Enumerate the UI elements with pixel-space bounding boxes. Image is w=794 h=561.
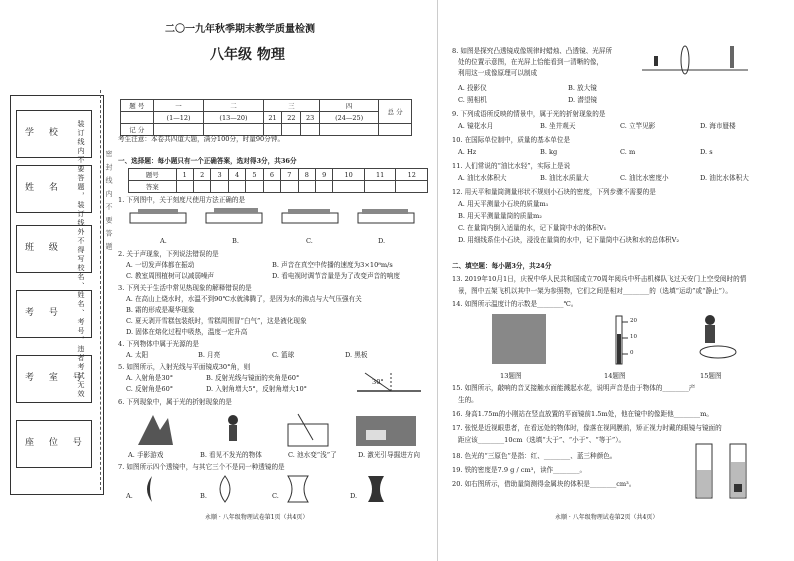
answer-num: 8 — [298, 169, 315, 181]
tuning-fork-figure — [690, 312, 742, 362]
thermo-mark-0: 0 — [630, 350, 634, 356]
q6-option-c[interactable]: C. 池水变“浅”了 — [288, 451, 337, 459]
q11-option-c[interactable]: C. 油比水密度小 — [620, 174, 669, 182]
q8-option-d[interactable]: D. 潜望镜 — [568, 96, 598, 104]
score-header: 四 — [320, 100, 379, 112]
lens-experiment-figure — [640, 40, 750, 80]
pool-figure — [288, 414, 328, 446]
q1-option-d[interactable]: D. — [378, 237, 386, 245]
q6-option-b[interactable]: B. 看见不发光的物体 — [200, 451, 262, 459]
q9-option-d[interactable]: D. 海市蜃楼 — [700, 122, 736, 130]
question-11: 11. 人们常说的“油比水轻”，实际上是说 — [452, 162, 571, 170]
ruler-a-figure — [130, 209, 186, 223]
q6-option-d[interactable]: D. 激光引导掘进方向 — [358, 451, 420, 459]
lens-d-figure — [368, 476, 384, 502]
answer-table-label: 题号 — [129, 169, 177, 181]
lens-c-figure — [288, 476, 308, 502]
question-2: 2. 关于声现象，下列说法错误的是 — [118, 250, 219, 258]
exam-title: 二〇一九年秋季期末教学质量检测 — [165, 24, 315, 35]
q7-option-a[interactable]: A. — [126, 492, 133, 500]
answer-num: 7 — [281, 169, 298, 181]
q8-option-b[interactable]: B. 放大镜 — [568, 84, 597, 92]
ruler-d-figure — [358, 209, 414, 223]
q7-option-c[interactable]: C. — [272, 492, 279, 500]
question-8-line-3: 利用这一成像原理可以制成 — [458, 69, 538, 77]
q4-option-b[interactable]: B. 月亮 — [198, 351, 221, 359]
score-subheader: (13—20) — [204, 112, 263, 124]
lens-a-figure — [147, 476, 152, 502]
q10-option-d[interactable]: D. s — [700, 148, 713, 156]
score-header: 三 — [263, 100, 320, 112]
score-table — [120, 99, 412, 136]
q9-option-c[interactable]: C. 立竿见影 — [620, 122, 656, 130]
score-subheader: 22 — [282, 112, 301, 124]
q7-option-d[interactable]: D. — [350, 492, 358, 500]
answer-cell[interactable] — [364, 181, 395, 193]
answer-num: 12 — [396, 169, 428, 181]
exam-notice: 考生注意：本卷共四道大题，满分100分，时量90分钟。 — [118, 135, 285, 143]
name-field[interactable]: 姓 名 — [16, 165, 92, 213]
answer-num: 6 — [263, 169, 280, 181]
page-2-footer: 永顺 · 八年级物理试卷第2页（共4页） — [555, 514, 659, 521]
answer-num: 5 — [246, 169, 263, 181]
q1-option-c[interactable]: C. — [306, 237, 313, 245]
q2-option-c[interactable]: C. 教室周围植树可以减弱噪声 — [126, 272, 215, 280]
ruler-figures — [128, 207, 428, 235]
answer-cell[interactable] — [176, 181, 193, 193]
figure-14-caption: 14题图 — [604, 372, 626, 380]
q10-option-b[interactable]: B. kg — [540, 148, 558, 156]
score-subheader: (1—12) — [153, 112, 204, 124]
question-17-line-2: 距应该________10cm（选填“大于”、“小于”、“等于”）。 — [458, 436, 626, 444]
q4-option-c[interactable]: C. 篮球 — [272, 351, 295, 359]
answer-table — [128, 168, 428, 193]
question-8-line-2: 处的位置示意图，在光屏上恰能看到一清晰的像， — [458, 58, 604, 66]
ruler-b-figure — [206, 208, 262, 223]
answer-cell[interactable] — [333, 181, 364, 193]
answer-cell[interactable] — [316, 181, 333, 193]
ruler-c-figure — [282, 209, 338, 223]
hand-shadow-figure — [138, 415, 173, 445]
question-4: 4. 下列物体中属于光源的是 — [118, 340, 199, 348]
q2-option-b[interactable]: B. 声音在真空中传播的速度为3×10⁸m/s — [272, 261, 393, 269]
score-cell[interactable] — [204, 124, 263, 136]
question-19: 19. 铁的密度是7.9 g / cm³，读作________。 — [452, 466, 587, 474]
candle-figure — [654, 56, 658, 66]
angle-label: 30° — [372, 378, 384, 386]
q4-option-a[interactable]: A. 太阳 — [126, 351, 149, 359]
q12-option-c[interactable]: C. 在量筒内倒入适量的水，记下量筒中水的体积V₁ — [458, 224, 607, 232]
school-field[interactable]: 学 校 — [16, 110, 92, 158]
score-cell[interactable] — [282, 124, 301, 136]
seal-line — [100, 90, 101, 490]
q5-option-c[interactable]: C. 反射角是60° — [126, 385, 174, 393]
q10-option-c[interactable]: C. m — [620, 148, 636, 156]
q8-option-a[interactable]: A. 投影仪 — [458, 84, 487, 92]
page-fold — [437, 0, 438, 561]
score-row-label: 记 分 — [121, 124, 154, 136]
score-header: 二 — [204, 100, 263, 112]
thermo-mark-20: 20 — [630, 318, 637, 324]
question-13-line-2: 景，图中五架飞机以其中一架为参照物，它们之间是相对________的（选填“运动”或“静止”）。 — [458, 287, 732, 295]
exam-room-field[interactable]: 考 室 号 — [16, 355, 92, 403]
figure-13-caption: 13题图 — [500, 372, 522, 380]
q7-option-b[interactable]: B. — [200, 492, 207, 500]
question-6: 6. 下列现象中，属于光的折射现象的是 — [118, 398, 232, 406]
metal-block-figure — [734, 484, 742, 492]
q6-figures — [128, 410, 428, 450]
class-field[interactable]: 班 级 — [16, 225, 92, 273]
q10-option-a[interactable]: A. Hz — [458, 148, 477, 156]
answer-num: 3 — [211, 169, 228, 181]
person-figure — [228, 415, 238, 441]
thermo-mark-10: 10 — [630, 334, 637, 340]
answer-cell[interactable] — [298, 181, 315, 193]
mirror-figure — [355, 365, 425, 399]
score-subheader: 21 — [263, 112, 282, 124]
answer-num: 11 — [364, 169, 395, 181]
question-14: 14. 如图所示温度计的示数是________℃。 — [452, 300, 578, 308]
answer-cell[interactable] — [281, 181, 298, 193]
question-18: 18. 色光的“三原色”是指：红、________、蓝三种颜色。 — [452, 452, 617, 460]
answer-num: 2 — [193, 169, 210, 181]
answer-table-label: 答案 — [129, 181, 177, 193]
q8-option-c[interactable]: C. 照相机 — [458, 96, 487, 104]
score-header: 一 — [153, 100, 204, 112]
score-cell[interactable] — [320, 124, 379, 136]
laser-tunnel-figure — [356, 416, 416, 446]
warning-text: 装订线内不要答题，装订线外不得写校名、姓名、考号，违者考试无效 — [77, 120, 85, 399]
section-2-heading: 二、填空题：每小题3分，共24分 — [452, 262, 552, 270]
q6-option-a[interactable]: A. 手影游戏 — [128, 451, 164, 459]
answer-cell[interactable] — [228, 181, 245, 193]
q11-option-b[interactable]: B. 油比水质量大 — [540, 174, 589, 182]
answer-num: 1 — [176, 169, 193, 181]
lens-b-figure — [220, 476, 230, 502]
question-7: 7. 如图所示四个透镜中，与其它三个不是同一种透镜的是 — [118, 463, 285, 471]
score-header: 总 分 — [379, 100, 412, 124]
question-15: 15. 如图所示，敲响的音叉接触水面能溅起水花，说明声音是由于物体的________产 — [452, 384, 696, 392]
q5-option-a[interactable]: A. 入射角是30° — [126, 374, 174, 382]
question-17: 17. 张悦是近视眼患者，在看远处的物体时，像落在视网膜前，矫正视力时戴的眼镜与镜面的 — [452, 424, 722, 432]
answer-cell[interactable] — [193, 181, 210, 193]
q9-option-b[interactable]: B. 坐井观天 — [540, 122, 576, 130]
score-cell[interactable] — [379, 124, 412, 136]
q4-option-d[interactable]: D. 黑板 — [345, 351, 368, 359]
q1-option-a[interactable]: A. — [160, 237, 167, 245]
q12-option-b[interactable]: B. 用天平测量量筒的质量m₂ — [458, 212, 542, 220]
q12-option-d[interactable]: D. 用细线系住小石块，浸没在量筒的水中，记下量筒中石块和水的总体积V₂ — [458, 236, 680, 244]
exam-number-field[interactable]: 考 号 — [16, 290, 92, 338]
figure-15-caption: 15题图 — [700, 372, 722, 380]
answer-num: 4 — [228, 169, 245, 181]
answer-cell[interactable] — [263, 181, 280, 193]
exam-subtitle: 八年级 物理 — [210, 47, 285, 63]
section-1-heading: 一、选择题：每小题只有一个正确答案，选对得3分，共36分 — [118, 157, 297, 165]
question-1: 1. 下列图中，关于刻度尺使用方法正确的是 — [118, 196, 246, 204]
question-10: 10. 在国际单位制中，质量的基本单位是 — [452, 136, 571, 144]
answer-num: 9 — [316, 169, 333, 181]
q5-option-b[interactable]: B. 反射光线与镜面的夹角是60° — [206, 374, 300, 382]
screen-figure — [730, 46, 734, 68]
question-15-line-2: 生的。 — [458, 396, 478, 404]
question-13: 13. 2019年10月1日，庆祝中华人民共和国成立70周年阅兵中歼击机梯队飞过天安门上空受阅时的情 — [452, 275, 747, 283]
q9-option-a[interactable]: A. 镜花水月 — [458, 122, 494, 130]
cylinders-figure — [690, 440, 760, 502]
answer-cell[interactable] — [396, 181, 428, 193]
answer-num: 10 — [333, 169, 364, 181]
q12-option-a[interactable]: A. 用天平测量小石块的质量m₁ — [458, 200, 549, 208]
q3-option-d[interactable]: D. 固体在熔化过程中吸热，温度一定升高 — [126, 328, 248, 336]
q11-option-d[interactable]: D. 油比水体积大 — [700, 174, 749, 182]
q1-option-b[interactable]: B. — [232, 237, 239, 245]
score-header: 题 号 — [121, 100, 154, 112]
answer-cell[interactable] — [246, 181, 263, 193]
question-3: 3. 下列关于生活中常见热现象的解释错误的是 — [118, 284, 252, 292]
question-5: 5. 如图所示，入射光线与平面镜成30°角，则 — [118, 363, 251, 371]
q3-option-c[interactable]: C. 夏天剥开雪糕包装纸时，雪糕周围冒“白气”，这是液化现象 — [126, 317, 307, 325]
seat-number-field[interactable]: 座 位 号 — [16, 420, 92, 468]
q5-option-d[interactable]: D. 入射角增大5°，反射角增大10° — [206, 385, 307, 393]
question-12: 12. 用天平和量筒测量形状不规则小石块的密度，下列步骤不需要的是 — [452, 188, 656, 196]
score-cell[interactable] — [153, 124, 204, 136]
question-20: 20. 如右图所示，借助量筒测得金属块的体积是________cm³。 — [452, 480, 636, 488]
question-9: 9. 下列成语所反映的情景中，属于光的折射现象的是 — [452, 110, 606, 118]
q3-option-a[interactable]: A. 在高山上烧水时，水温不到90℃水就沸腾了，是因为水的沸点与大气压强有关 — [126, 295, 362, 303]
question-8: 8. 如图是探究凸透镜成像规律时蜡烛、凸透镜、光屏所 — [452, 47, 613, 55]
seal-line-text: 密 封 线 内 不 要 答 题 — [105, 150, 113, 252]
jets-photo-figure — [492, 314, 546, 364]
score-cell[interactable] — [263, 124, 282, 136]
score-cell[interactable] — [301, 124, 320, 136]
q3-option-b[interactable]: B. 霜的形成是凝华现象 — [126, 306, 195, 314]
question-16: 16. 身高1.75m的小刚站在竖直放置的平面镜前1.5m处，他在镜中的像距他________m。 — [452, 410, 713, 418]
score-subheader: 23 — [301, 112, 320, 124]
answer-cell[interactable] — [211, 181, 228, 193]
page-1-footer: 永顺 · 八年级物理试卷第1页（共4页） — [205, 514, 309, 521]
q2-option-a[interactable]: A. 一切发声体都在振动 — [126, 261, 195, 269]
q11-option-a[interactable]: A. 油比水体积大 — [458, 174, 507, 182]
q2-option-d[interactable]: D. 看电视时调节音量是为了改变声音的响度 — [272, 272, 400, 280]
score-subheader: (24—25) — [320, 112, 379, 124]
